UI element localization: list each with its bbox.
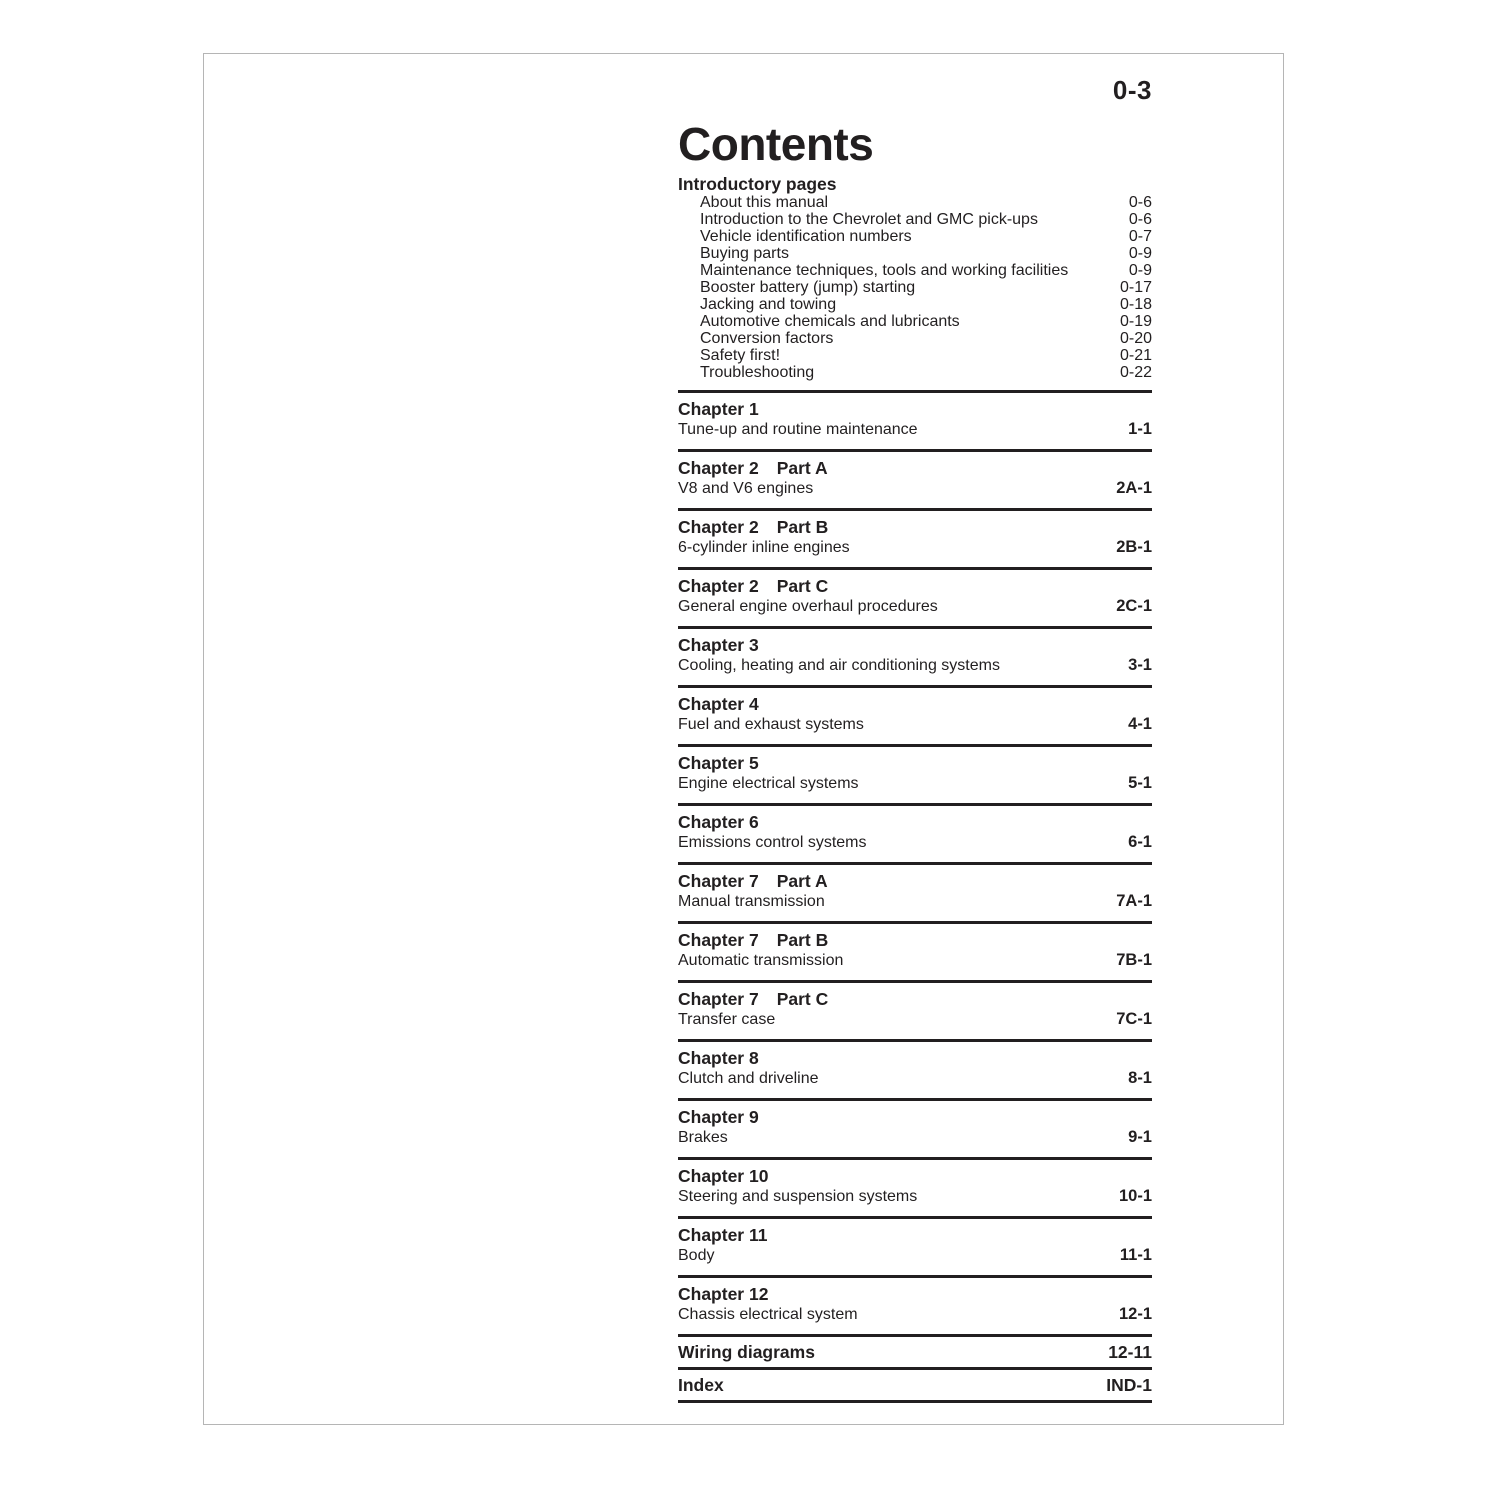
toc-entry-label: Automotive chemicals and lubricants — [700, 313, 960, 330]
toc-entry-label: Buying parts — [700, 245, 789, 262]
chapter-title: Emissions control systems — [678, 834, 867, 851]
chapter-number: Chapter 7 — [678, 989, 759, 1009]
chapter-entry — [678, 980, 1152, 1039]
chapter-number: Chapter 2 — [678, 517, 759, 537]
chapter-entry — [678, 1216, 1152, 1275]
chapter-entry — [678, 685, 1152, 744]
chapter-title-row — [678, 655, 1152, 676]
chapter-number: Chapter 11 — [678, 1225, 768, 1245]
chapter-title-row — [678, 1186, 1152, 1207]
chapter-entry — [678, 1275, 1152, 1334]
chapter-page: 10-1 — [1118, 1187, 1152, 1205]
toc-entry — [678, 330, 1152, 347]
chapter-part-label: Part B — [776, 930, 829, 950]
toc-entry-label: Safety first! — [700, 347, 781, 364]
toc-entry-label: Jacking and towing — [700, 296, 837, 313]
chapter-title-row — [678, 1068, 1152, 1089]
chapter-heading — [678, 635, 1152, 655]
chapter-title: Tune-up and routine maintenance — [678, 421, 918, 438]
chapter-heading — [678, 1107, 1152, 1127]
toc-entry-page: 0-6 — [1128, 211, 1152, 228]
toc-entry — [678, 245, 1152, 262]
intro-section-heading: Introductory pages — [678, 174, 837, 194]
chapter-heading — [678, 1284, 1152, 1304]
footer-entry — [678, 1334, 1152, 1367]
chapter-title: Brakes — [678, 1129, 728, 1146]
chapter-title: V8 and V6 engines — [678, 480, 814, 497]
chapter-heading — [678, 458, 1152, 478]
chapter-entry — [678, 744, 1152, 803]
chapter-title: Manual transmission — [678, 893, 825, 910]
footer-toc-list — [678, 1334, 1152, 1403]
chapter-title: Steering and suspension systems — [678, 1188, 918, 1205]
chapter-entry — [678, 567, 1152, 626]
chapter-number: Chapter 12 — [678, 1284, 769, 1304]
chapter-entry — [678, 626, 1152, 685]
toc-entry-label: Maintenance techniques, tools and working facilities — [700, 262, 1069, 279]
chapter-title: Chassis electrical system — [678, 1306, 858, 1323]
chapter-title: Transfer case — [678, 1011, 776, 1028]
toc-entry-page: 0-6 — [1128, 194, 1152, 211]
toc-entry-label: About this manual — [700, 194, 829, 211]
chapter-number: Chapter 8 — [678, 1048, 759, 1068]
toc-entry-page: 0-21 — [1119, 347, 1152, 364]
chapter-number: Chapter 7 — [678, 930, 759, 950]
chapter-title-row — [678, 537, 1152, 558]
chapter-number: Chapter 1 — [678, 399, 759, 419]
chapter-number: Chapter 10 — [678, 1166, 769, 1186]
toc-entry — [678, 262, 1152, 279]
chapter-entry — [678, 1157, 1152, 1216]
chapter-page: 3-1 — [1128, 656, 1152, 674]
toc-entry — [678, 296, 1152, 313]
chapter-page: 4-1 — [1128, 715, 1152, 733]
chapter-title: Clutch and driveline — [678, 1070, 819, 1087]
chapter-number: Chapter 4 — [678, 694, 759, 714]
chapter-title-row — [678, 891, 1152, 912]
chapter-title-row — [678, 832, 1152, 853]
chapter-number: Chapter 2 — [678, 576, 759, 596]
chapter-part-label: Part C — [776, 576, 829, 596]
chapter-heading — [678, 930, 1152, 950]
chapter-heading — [678, 576, 1152, 596]
chapter-title-row — [678, 1127, 1152, 1148]
chapter-part-label: Part A — [776, 871, 828, 891]
footer-entry-label: Index — [678, 1375, 724, 1395]
chapter-page: 12-1 — [1118, 1305, 1152, 1323]
chapter-title: 6-cylinder inline engines — [678, 539, 850, 556]
toc-entry-page: 0-17 — [1119, 279, 1152, 296]
chapter-title-row — [678, 1304, 1152, 1325]
toc-entry-page: 0-22 — [1119, 364, 1152, 381]
chapter-number: Chapter 3 — [678, 635, 759, 655]
chapter-heading — [678, 1048, 1152, 1068]
chapter-heading — [678, 1225, 1152, 1245]
chapter-title-row — [678, 714, 1152, 735]
chapter-page: 11-1 — [1119, 1246, 1152, 1264]
chapter-heading — [678, 1166, 1152, 1186]
chapter-part-label: Part B — [776, 517, 829, 537]
chapter-page: 2B-1 — [1116, 538, 1152, 556]
chapter-title-row — [678, 419, 1152, 440]
chapter-entry — [678, 390, 1152, 449]
toc-entry-label: Booster battery (jump) starting — [700, 279, 916, 296]
chapter-entry — [678, 1039, 1152, 1098]
chapter-heading — [678, 399, 1152, 419]
chapter-title-row — [678, 478, 1152, 499]
toc-entry-page: 0-19 — [1119, 313, 1152, 330]
chapter-number: Chapter 9 — [678, 1107, 759, 1127]
chapter-entry — [678, 1098, 1152, 1157]
chapter-title-row — [678, 950, 1152, 971]
chapter-heading — [678, 694, 1152, 714]
toc-entry-label: Conversion factors — [700, 330, 834, 347]
chapter-page: 7A-1 — [1116, 892, 1152, 910]
chapter-entry — [678, 449, 1152, 508]
chapter-number: Chapter 6 — [678, 812, 759, 832]
toc-entry-page: 0-20 — [1119, 330, 1152, 347]
chapter-part-label: Part A — [776, 458, 828, 478]
toc-entry — [678, 347, 1152, 364]
chapter-title: Fuel and exhaust systems — [678, 716, 864, 733]
chapter-number: Chapter 7 — [678, 871, 759, 891]
chapter-page: 7B-1 — [1116, 951, 1152, 969]
footer-entry-label: Wiring diagrams — [678, 1342, 815, 1362]
chapter-heading — [678, 812, 1152, 832]
chapter-entry — [678, 508, 1152, 567]
toc-entry — [678, 228, 1152, 245]
chapter-page: 9-1 — [1128, 1128, 1152, 1146]
footer-entry — [678, 1367, 1152, 1403]
chapter-heading — [678, 753, 1152, 773]
toc-entry — [678, 313, 1152, 330]
chapter-page: 5-1 — [1128, 774, 1152, 792]
page-number: 0-3 — [1112, 75, 1152, 105]
chapter-page: 2C-1 — [1116, 597, 1152, 615]
toc-entry-label: Introduction to the Chevrolet and GMC pick-ups — [700, 211, 1038, 228]
chapter-title: Engine electrical systems — [678, 775, 859, 792]
intro-toc-list — [678, 194, 1152, 381]
chapter-title: Cooling, heating and air conditioning systems — [678, 657, 1000, 674]
chapter-entry — [678, 862, 1152, 921]
chapter-toc-list — [678, 390, 1152, 1334]
chapter-title-row — [678, 1009, 1152, 1030]
manual-contents-page — [203, 53, 1284, 1425]
chapter-number: Chapter 5 — [678, 753, 759, 773]
toc-entry — [678, 279, 1152, 296]
chapter-page: 2A-1 — [1116, 479, 1152, 497]
chapter-page: 1-1 — [1128, 420, 1152, 438]
chapter-entry — [678, 921, 1152, 980]
toc-entry-label: Troubleshooting — [700, 364, 815, 381]
toc-entry — [678, 194, 1152, 211]
toc-entry-page: 0-9 — [1128, 262, 1152, 279]
footer-entry-page: 12-11 — [1108, 1342, 1152, 1362]
chapter-title: General engine overhaul procedures — [678, 598, 938, 615]
chapter-title-row — [678, 596, 1152, 617]
chapter-title-row — [678, 773, 1152, 794]
chapter-page: 6-1 — [1128, 833, 1152, 851]
chapter-entry — [678, 803, 1152, 862]
toc-entry — [678, 211, 1152, 228]
chapter-heading — [678, 989, 1152, 1009]
chapter-title: Body — [678, 1247, 715, 1264]
toc-entry-label: Vehicle identification numbers — [700, 228, 912, 245]
chapter-part-label: Part C — [776, 989, 829, 1009]
chapter-page: 8-1 — [1128, 1069, 1152, 1087]
toc-entry-page: 0-9 — [1128, 245, 1152, 262]
toc-entry-page: 0-7 — [1128, 228, 1152, 245]
footer-entry-page: IND-1 — [1106, 1375, 1152, 1395]
chapter-title: Automatic transmission — [678, 952, 844, 969]
contents-column — [678, 75, 1152, 1403]
chapter-page: 7C-1 — [1116, 1010, 1152, 1028]
page-title: Contents — [678, 118, 874, 170]
toc-entry — [678, 364, 1152, 381]
toc-entry-page: 0-18 — [1119, 296, 1152, 313]
chapter-title-row — [678, 1245, 1152, 1266]
chapter-number: Chapter 2 — [678, 458, 759, 478]
chapter-heading — [678, 517, 1152, 537]
chapter-heading — [678, 871, 1152, 891]
